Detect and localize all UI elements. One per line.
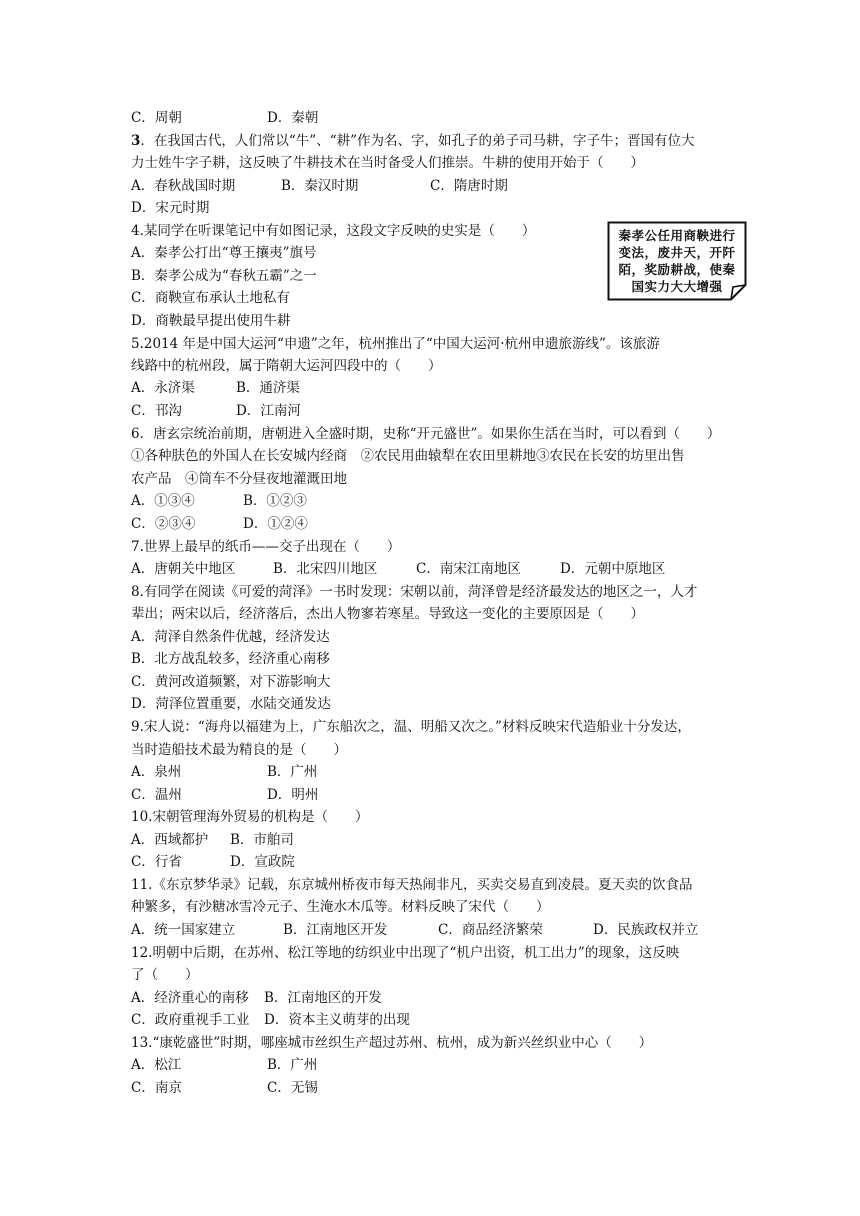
question-4-line-1: 4.某同学在听课笔记中有如图记录，这段文字反映的史实是（ ） — [131, 223, 536, 239]
question-12-line-2: 了（ ） — [131, 967, 199, 983]
note-card-text: 秦孝公任用商鞅进行变法，废井天，开阡陌，奖励耕战，使秦国实力大大增强 — [618, 228, 736, 294]
question-6-line-2: ①各种肤色的外国人在长安城内经商 ②农民用曲辕犁在农田里耕地③农民在长安的坊里出售 — [131, 448, 685, 464]
q9-option-d: D．明州 — [267, 787, 319, 803]
q4-option-c: C．商鞅宣布承认土地私有 — [131, 290, 290, 306]
q13-option-b: B．广州 — [267, 1057, 318, 1073]
q7-option-a: A．唐朝关中地区 — [131, 561, 236, 577]
q2-option-c: C．周朝 — [131, 110, 182, 126]
question-5-line-2: 线路中的杭州段，属于隋朝大运河四段中的（ ） — [131, 358, 442, 374]
question-12-line-1: 12.明朝中后期，在苏州、松江等地的纺织业中出现了“机户出资，机工出力”的现象，这反映 — [131, 945, 680, 961]
question-8-line-1: 8.有同学在阅读《可爱的菏泽》一书时发现：宋朝以前，菏泽曾是经济最发达的地区之一，人才 — [131, 584, 698, 600]
class-note-card — [607, 221, 747, 301]
question-3-line-1 — [131, 131, 695, 151]
q4-option-b: B．秦孝公成为“春秋五霸”之一 — [131, 268, 317, 284]
q9-option-c: C．温州 — [131, 787, 182, 803]
q13-option-c: C．南京 — [131, 1080, 182, 1096]
question-6-line-1: 6．唐玄宗统治前期，唐朝进入全盛时期，史称“开元盛世”。如果你生活在当时，可以看到（ ） — [131, 426, 721, 442]
question-3-line-2: 力士姓牛字子耕，这反映了牛耕技术在当时备受人们推崇。牛耕的使用开始于（ ） — [131, 155, 644, 171]
q6-option-d: D．①②④ — [243, 516, 308, 532]
q8-option-b: B．北方战乱较多，经济重心南移 — [131, 651, 330, 667]
q10-option-c: C．行省 — [131, 854, 182, 870]
q12-option-d: D．资本主义萌芽的出现 — [264, 1012, 410, 1028]
q8-option-d: D．菏泽位置重要，水陆交通发达 — [131, 696, 331, 712]
question-3-number: 3 — [131, 133, 141, 149]
question-8-line-2: 辈出；两宋以后，经济落后，杰出人物寥若寒星。导致这一变化的主要原因是（ ） — [131, 606, 644, 622]
q9-option-b: B．广州 — [267, 764, 318, 780]
q10-option-d: D．宣政院 — [230, 854, 295, 870]
q5-option-c: C．邗沟 — [131, 403, 182, 419]
question-3-text: ．在我国古代，人们常以“牛”、“耕”作为名、字，如孔子的弟子司马耕，字子牛；晋国有位大 — [140, 133, 695, 149]
q4-option-d: D．商鞅最早提出使用牛耕 — [131, 313, 291, 329]
q10-option-b: B．市舶司 — [230, 832, 294, 848]
q10-option-a: A．西域都护 — [131, 832, 209, 848]
q3-option-d: D．宋元时期 — [131, 200, 210, 216]
question-6-line-3: 农产品 ④筒车不分昼夜地灌溉田地 — [131, 471, 347, 487]
q7-option-d: D．元朝中原地区 — [560, 561, 666, 577]
q13-option-d: C．无锡 — [267, 1080, 318, 1096]
q11-option-b: B．江南地区开发 — [283, 922, 388, 938]
q11-option-c: C．商品经济繁荣 — [438, 922, 543, 938]
q12-option-c: C．政府重视手工业 — [131, 1012, 250, 1028]
q4-option-a: A．秦孝公打出“尊王攘夷”旗号 — [131, 245, 317, 261]
question-11-line-2: 种繁多，有沙糖冰雪冷元子、生淹水木瓜等。材料反映了宋代（ ） — [131, 899, 550, 915]
q5-option-d: D．江南河 — [236, 403, 301, 419]
q6-option-b: B．①②③ — [243, 493, 307, 509]
q11-option-d: D．民族政权并立 — [593, 922, 699, 938]
q8-option-c: C．黄河改道频繁，对下游影响大 — [131, 674, 331, 690]
question-5-line-1: 5.2014 年是中国大运河“申遗”之年，杭州推出了“中国大运河·杭州申遗旅游线”。该旅游 — [131, 336, 660, 352]
question-13-line-1: 13.“康乾盛世”时期，哪座城市丝织生产超过苏州、杭州，成为新兴丝织业中心（ ） — [131, 1035, 653, 1051]
question-9-line-1: 9.宋人说：“海舟以福建为上，广东船次之，温、明船又次之。”材料反映宋代造船业十分发达， — [131, 719, 691, 735]
q6-option-a: A．①③④ — [131, 493, 195, 509]
q6-option-c: C．②③④ — [131, 516, 196, 532]
q11-option-a: A．统一国家建立 — [131, 922, 236, 938]
question-9-line-2: 当时造船技术最为精良的是（ ） — [131, 742, 347, 758]
question-7-line-1: 7.世界上最早的纸币——交子出现在（ ） — [131, 539, 401, 555]
question-11-line-1: 11.《东京梦华录》记载，东京城州桥夜市每天热闹非凡，买卖交易直到凌晨。夏天卖的饮食品 — [131, 877, 693, 893]
q2-option-d: D．秦朝 — [267, 110, 319, 126]
q7-option-c: C．南宋江南地区 — [416, 561, 521, 577]
q3-option-b: B．秦汉时期 — [281, 178, 359, 194]
q5-option-a: A．永济渠 — [131, 380, 195, 396]
q8-option-a: A．菏泽自然条件优越，经济发达 — [131, 629, 330, 645]
q12-option-a: A．经济重心的南移 — [131, 990, 249, 1006]
q5-option-b: B．通济渠 — [236, 380, 300, 396]
question-10-line-1: 10.宋朝管理海外贸易的机构是（ ） — [131, 809, 369, 825]
q9-option-a: A．泉州 — [131, 764, 182, 780]
q3-option-c: C．隋唐时期 — [430, 178, 508, 194]
q12-option-b: B．江南地区的开发 — [264, 990, 382, 1006]
q13-option-a: A．松江 — [131, 1057, 182, 1073]
q3-option-a: A．春秋战国时期 — [131, 178, 236, 194]
q7-option-b: B．北宋四川地区 — [273, 561, 378, 577]
